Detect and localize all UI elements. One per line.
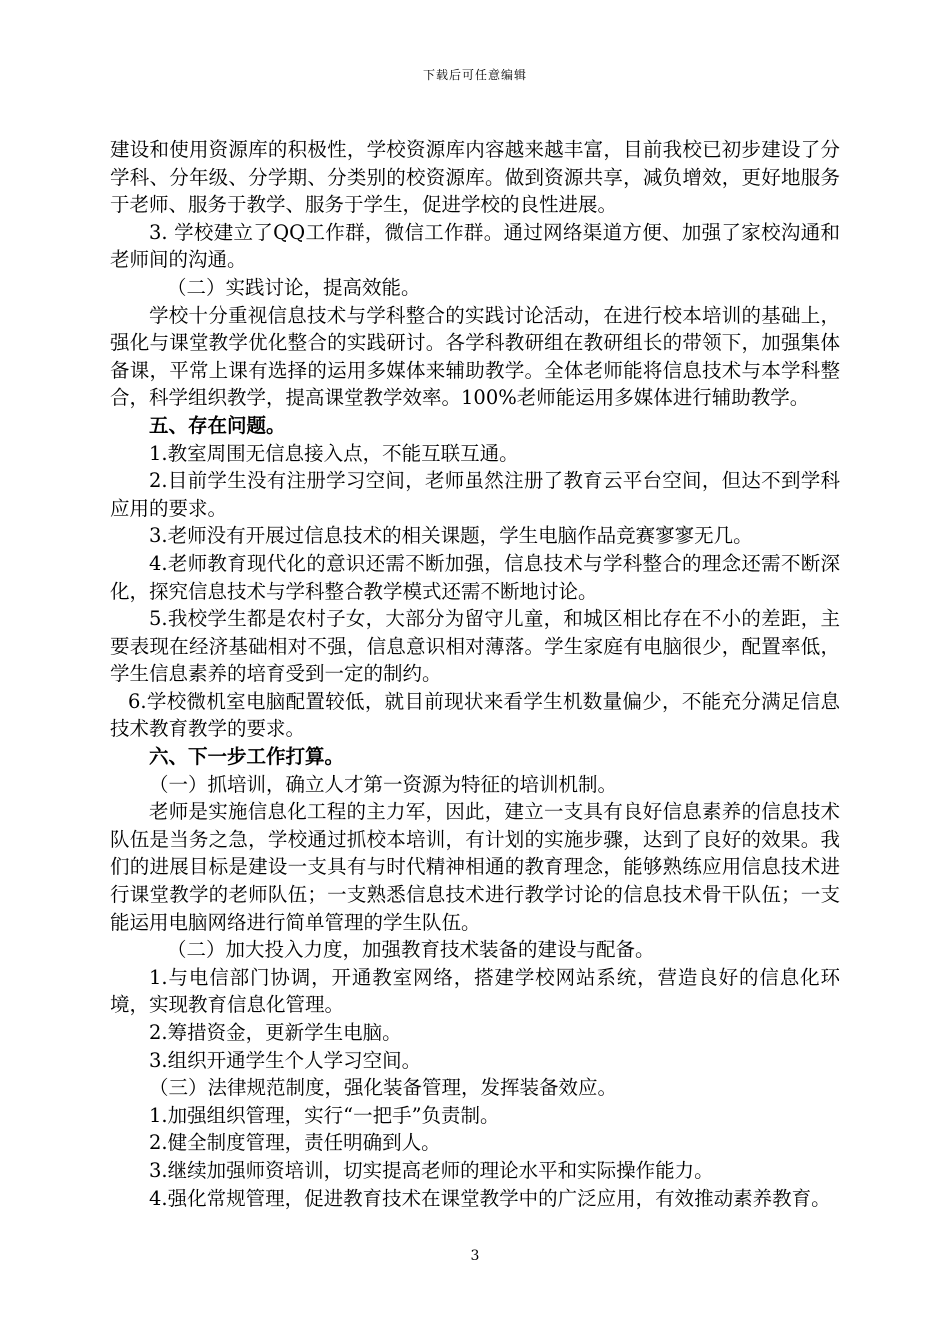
section-heading-next-steps: 六、下一步工作打算。	[149, 745, 345, 769]
problem-item-5: 5.我校学生都是农村子女，大部分为留守儿童，和城区相比存在不小的差距，主要表现在经济基础相对不强，信息意识相对薄落。学生家庭有电脑很少，配置率低，学生信息素养的培育受到一定的制约。	[110, 607, 840, 686]
regulation-item-4: 4.强化常规管理，促进教育技术在课堂教学中的广泛应用，有效推动素养教育。	[149, 1186, 831, 1210]
investment-item-2: 2.筹措资金，更新学生电脑。	[149, 1021, 402, 1044]
problem-item-4: 4.老师教育现代化的意识还需不断加强，信息技术与学科整合的理念还需不断深化，探究信息技术与学科整合教学模式还需不断地讨论。	[110, 551, 840, 603]
subheading-practice-discussion: （二）实践讨论，提高效能。	[167, 275, 421, 299]
regulation-item-3: 3.继续加强师资培训，切实提高老师的理论水平和实际操作能力。	[149, 1158, 714, 1182]
subheading-regulation: （三）法律规范制度，强化装备管理，发挥装备效应。	[149, 1076, 618, 1100]
regulation-item-2: 2.健全制度管理，责任明确到人。	[149, 1131, 441, 1155]
investment-item-3: 3.组织开通学生个人学习空间。	[149, 1048, 422, 1072]
page-number: 3	[470, 1248, 480, 1264]
problem-item-6: 6.学校微机室电脑配置较低，就目前现状来看学生机数量偏少，不能充分满足信息技术教育教学的要求。	[110, 689, 840, 741]
regulation-item-1: 1.加强组织管理，实行“一把手”负责制。	[149, 1103, 500, 1127]
paragraph-integration-practice: 学校十分重视信息技术与学科整合的实践讨论活动，在进行校本培训的基础上，强化与课堂教学优化整合的实践研讨。各学科教研组在教研组长的带领下，加强集体备课，平常上课有选择的运用多媒体来辅助教学。全体老师能将信息技术与本学科整合，科学组织教学，提高课堂教学效率。100%老师能运用多媒体进行辅助教学。	[110, 303, 840, 410]
subheading-training: （一）抓培训，确立人才第一资源为特征的培训机制。	[149, 772, 618, 796]
paragraph-work-groups: 3. 学校建立了QQ工作群，微信工作群。通过网络渠道方便、加强了家校沟通和老师间的沟通。	[110, 220, 840, 272]
problem-item-2: 2.目前学生没有注册学习空间，老师虽然注册了教育云平台空间，但达不到学科应用的要求。	[110, 469, 840, 520]
paragraph-resource-library: 建设和使用资源库的积极性，学校资源库内容越来越丰富，目前我校已初步建设了分学科、分年级、分学期、分类别的校资源库。做到资源共享，减负增效，更好地服务于老师、服务于教学、服务于学生，促进学校的良性进展。	[110, 138, 840, 217]
problem-item-3: 3.老师没有开展过信息技术的相关课题，学生电脑作品竞赛寥寥无几。	[149, 524, 753, 548]
investment-item-1: 1.与电信部门协调，开通教室网络，搭建学校网站系统，营造良好的信息化环境，实现教育信息化管理。	[110, 965, 840, 1017]
page-header: 下载后可任意编辑	[422, 68, 527, 82]
paragraph-teacher-team: 老师是实施信息化工程的主力军，因此，建立一支具有良好信息素养的信息技术队伍是当务之急，学校通过抓校本培训，有计划的实施步骤，达到了良好的效果。我们的进展目标是建设一支具有与时代精神相通的教育理念，能够熟练应用信息技术进行课堂教学的老师队伍；一支熟悉信息技术进行教学讨论的信息技术骨干队伍；一支能运用电脑网络进行简单管理的学生队伍。	[110, 800, 840, 934]
section-heading-problems: 五、存在问题。	[149, 413, 286, 437]
subheading-investment: （二）加大投入力度，加强教育技术装备的建设与配备。	[167, 938, 655, 962]
problem-item-1: 1.教室周围无信息接入点，不能互联互通。	[149, 441, 519, 465]
document-body	[110, 136, 840, 1212]
